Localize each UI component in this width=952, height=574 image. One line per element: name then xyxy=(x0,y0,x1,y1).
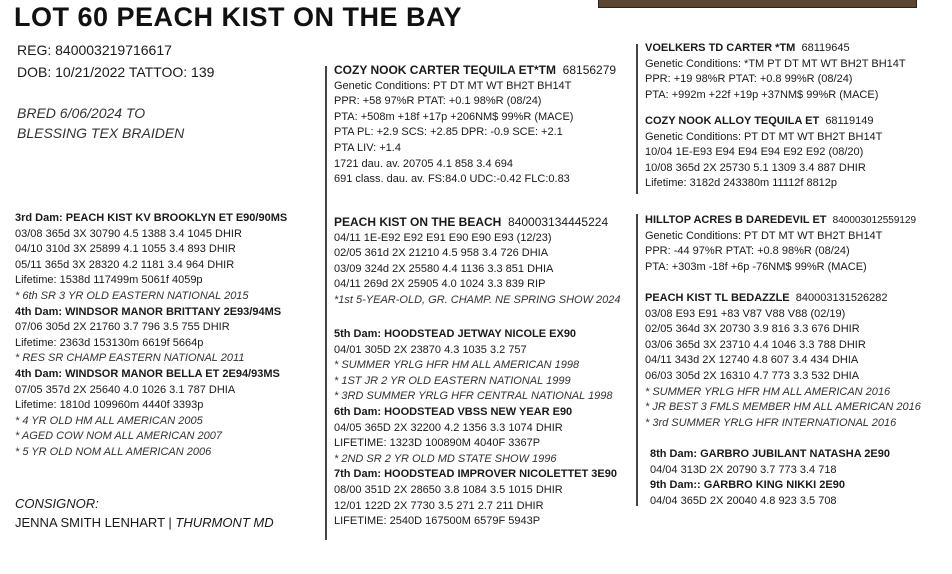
dam-dam-record: 02/05 364d 3X 20730 3.9 816 3.3 676 DHIR xyxy=(645,323,860,336)
dam-dam-name: PEACH KIST TL BEDAZZLE xyxy=(645,292,790,304)
middle-dams xyxy=(334,327,644,530)
record-line: 04/04 365D 2X 20040 4.8 923 3.5 708 xyxy=(650,494,837,507)
record-line: 05/11 365d 3X 28320 4.2 1181 3.4 964 DHIR xyxy=(15,258,235,271)
sire-line: 1721 dau. av. 20705 4.1 858 3.4 694 xyxy=(334,157,514,170)
dam-heading-6th: 6th Dam: HOODSTEAD VBSS NEW YEAR E90 xyxy=(334,405,573,418)
connector-line xyxy=(636,44,638,194)
sire-line: PTA: +508m +18f +17p +206NM$ 99%R (MACE) xyxy=(334,110,574,123)
dob-tattoo: DOB: 10/21/2022 TATTOO: 139 xyxy=(17,64,215,80)
award-line: * RES SR CHAMP EASTERN NATIONAL 2011 xyxy=(15,352,245,365)
lifetime-line: Lifetime: 2363d 153130m 6619f 5664p xyxy=(15,336,204,349)
dam-record: 03/09 324d 2X 25580 4.4 1136 3.3 851 DHIA xyxy=(334,262,554,275)
record-line: 04/01 305D 2X 23870 4.3 1035 3.2 757 xyxy=(334,343,527,356)
right-dams xyxy=(650,447,940,509)
reg-number: REG: 840003219716617 xyxy=(17,42,172,58)
sire-dam-id: 68119149 xyxy=(825,115,874,127)
sire-dam-line: 10/08 365d 2X 25730 5.1 1309 3.4 887 DHIR xyxy=(645,161,866,174)
dam-block xyxy=(334,215,634,309)
record-line: LIFETIME: 1323D 100890M 4040F 3367P xyxy=(334,437,541,450)
bred-line-2: BLESSING TEX BRAIDEN xyxy=(17,125,185,141)
sire-block xyxy=(334,63,634,188)
sire-dam-line: 10/04 1E-E93 E94 E94 E94 E92 E92 (08/20) xyxy=(645,146,864,159)
sire-line: PTA LIV: +1.4 xyxy=(334,141,401,154)
dam-sire-block xyxy=(645,213,945,275)
award-line: * 2ND SR 2 YR OLD MD STATE SHOW 1996 xyxy=(334,452,557,465)
dam-sire-id: 840003012559129 xyxy=(832,215,917,226)
sire-dam-line: Lifetime: 3182d 243380m 11112f 8812p xyxy=(645,177,838,190)
record-line: 04/04 313D 2X 20790 3.7 773 3.4 718 xyxy=(650,463,837,476)
sire-line: 691 class. dau. av. FS:84.0 UDC:-0.42 FLC:0.83 xyxy=(334,173,570,186)
dam-record: 04/11 1E-E92 E92 E91 E90 E90 E93 (12/23) xyxy=(334,231,552,244)
award-line: * 5 YR OLD NOM ALL AMERICAN 2006 xyxy=(15,445,212,458)
left-dams xyxy=(15,211,320,461)
bred-line-1: BRED 6/06/2024 TO xyxy=(17,105,146,121)
sire-sire-name: VOELKERS TD CARTER *TM xyxy=(645,42,796,54)
dam-dam-award: * JR BEST 3 FMLS MEMBER HM ALL AMERICAN 2016 xyxy=(645,401,921,414)
lifetime-line: Lifetime: 1810d 109960m 4440f 3393p xyxy=(15,399,204,412)
record-line: LIFETIME: 2540D 167500M 6579F 5943P xyxy=(334,515,541,528)
dam-dam-id: 840003131526282 xyxy=(795,292,888,304)
record-line: 03/08 365d 3X 30790 4.5 1388 3.4 1045 DHIR xyxy=(15,227,242,240)
dam-dam-record: 03/06 365d 3X 23710 4.4 1046 3.3 788 DHIR xyxy=(645,338,866,351)
record-line: 04/10 310d 3X 25899 4.1 1055 3.4 893 DHIR xyxy=(15,243,236,256)
lot-title: LOT 60 PEACH KIST ON THE BAY xyxy=(14,2,463,32)
photo-edge xyxy=(598,0,917,8)
dam-sire-line: PTA: +303m -18f +6p -76NM$ 99%R (MACE) xyxy=(645,260,867,273)
dam-name: PEACH KIST ON THE BEACH xyxy=(334,215,502,229)
dam-heading-9th: 9th Dam:: GARBRO KING NIKKI 2E90 xyxy=(650,479,845,492)
sire-name: COZY NOOK CARTER TEQUILA ET*TM xyxy=(334,63,556,77)
consignor-location: THURMONT MD xyxy=(175,515,274,530)
dam-heading-4th-brittany: 4th Dam: WINDSOR MANOR BRITTANY 2E93/94MS xyxy=(15,305,282,318)
award-line: * 4 YR OLD HM ALL AMERICAN 2005 xyxy=(15,414,203,427)
connector-line xyxy=(325,218,327,540)
sire-dam-line: Genetic Conditions: PT DT MT WT BH2T BH14T xyxy=(645,130,883,143)
sire-id: 68156279 xyxy=(562,63,617,77)
lifetime-line: Lifetime: 1538d 117499m 5061f 4059p xyxy=(15,274,203,287)
sire-dam-name: COZY NOOK ALLOY TEQUILA ET xyxy=(645,115,820,127)
sire-sire-block xyxy=(645,41,945,103)
consignor-label: CONSIGNOR: xyxy=(15,496,99,511)
dam-award: *1st 5-YEAR-OLD, GR. CHAMP. NE SPRING SHOW 2024 xyxy=(334,293,621,306)
record-line: 04/05 365D 2X 32200 4.2 1356 3.3 1074 DHIR xyxy=(334,421,563,434)
dam-dam-award: * SUMMER YRLG HFR HM ALL AMERICAN 2016 xyxy=(645,385,891,398)
award-line: * AGED COW NOM ALL AMERICAN 2007 xyxy=(15,430,223,443)
record-line: 08/00 351D 2X 28650 3.8 1084 3.5 1015 DHIR xyxy=(334,483,563,496)
sire-sire-line: PTA: +992m +22f +19p +37NM$ 99%R (MACE) xyxy=(645,88,879,101)
sire-sire-line: Genetic Conditions: *TM PT DT MT WT BH2T BH14T xyxy=(645,57,906,70)
dam-record: 04/11 269d 2X 25905 4.0 1024 3.3 839 RIP xyxy=(334,278,546,291)
sire-line: PTA PL: +2.9 SCS: +2.85 DPR: -0.9 SCE: +2.1 xyxy=(334,126,563,139)
consignor xyxy=(15,515,274,530)
dam-heading-8th: 8th Dam: GARBRO JUBILANT NATASHA 2E90 xyxy=(650,448,890,460)
award-line: * 6th SR 3 YR OLD EASTERN NATIONAL 2015 xyxy=(15,289,249,302)
dam-dam-block xyxy=(645,291,945,431)
consignor-separator: | xyxy=(164,515,176,530)
consignor-name: JENNA SMITH LENHART xyxy=(15,515,165,530)
award-line: * SUMMER YRLG HFR HM ALL AMERICAN 1998 xyxy=(334,359,580,372)
dam-heading-7th: 7th Dam: HOODSTEAD IMPROVER NICOLETTET 3E90 xyxy=(334,468,617,481)
dam-dam-record: 06/03 305d 2X 16310 4.7 773 3.3 532 DHIA xyxy=(645,369,860,382)
sire-sire-line: PPR: +19 98%R PTAT: +0.8 99%R (08/24) xyxy=(645,73,853,86)
dam-heading-4th-bella: 4th Dam: WINDSOR MANOR BELLA ET 2E94/93MS xyxy=(15,367,280,380)
dam-id: 840003134445224 xyxy=(508,215,609,229)
record-line: 12/01 122D 2X 7730 3.5 271 2.7 211 DHIR xyxy=(334,499,544,512)
dam-record: 02/05 361d 2X 21210 4.5 958 3.4 726 DHIA xyxy=(334,247,549,260)
award-line: * 3RD SUMMER YRLG HFR CENTRAL NATIONAL 1998 xyxy=(334,390,613,403)
sire-line: PPR: +58 97%R PTAT: +0.1 98%R (08/24) xyxy=(334,95,542,108)
dam-heading-3rd: 3rd Dam: PEACH KIST KV BROOKLYN ET E90/90MS xyxy=(15,212,288,224)
sire-sire-id: 68119645 xyxy=(801,42,850,54)
dam-sire-name: HILLTOP ACRES B DAREDEVIL ET xyxy=(645,214,827,226)
dam-heading-5th: 5th Dam: HOODSTEAD JETWAY NICOLE EX90 xyxy=(334,328,577,340)
dam-sire-line: PPR: -44 97%R PTAT: +0.8 98%R (08/24) xyxy=(645,245,850,258)
dam-dam-award: * 3rd SUMMER YRLG HFR INTERNATIONAL 2016 xyxy=(645,416,897,429)
dam-dam-record: 03/08 E93 E91 +83 V87 V88 V88 (02/19) xyxy=(645,307,846,320)
sire-dam-block xyxy=(645,114,945,192)
record-line: 07/06 305d 2X 21760 3.7 796 3.5 755 DHIR xyxy=(15,321,230,334)
award-line: * 1ST JR 2 YR OLD EASTERN NATIONAL 1999 xyxy=(334,374,571,387)
record-line: 07/05 357d 2X 25640 4.0 1026 3.1 787 DHIA xyxy=(15,383,236,396)
connector-line xyxy=(325,66,327,218)
dam-sire-line: Genetic Conditions: PT DT MT WT BH2T BH14T xyxy=(645,229,883,242)
dam-dam-record: 04/11 343d 2X 12740 4.8 607 3.4 434 DHIA xyxy=(645,354,859,367)
sire-line: Genetic Conditions: PT DT MT WT BH2T BH14T xyxy=(334,79,572,92)
